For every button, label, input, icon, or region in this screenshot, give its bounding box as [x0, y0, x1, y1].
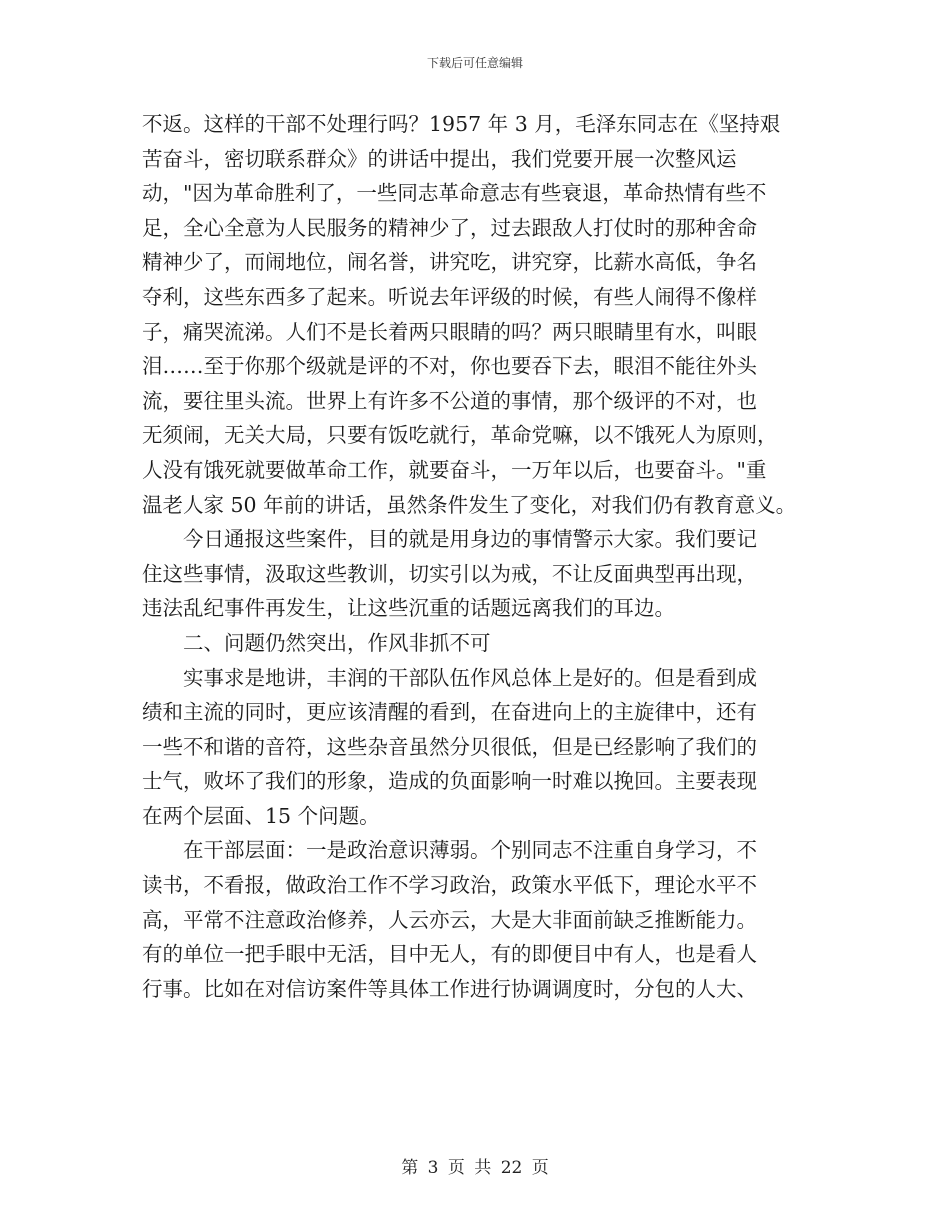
text-line: 有的单位一把手眼中无活，目中无人，有的即便目中有人，也是看人	[142, 942, 757, 967]
text-line: 士气，败坏了我们的形象，造成的负面影响一时难以挽回。主要表现	[142, 769, 757, 794]
text-line: 流，要往里头流。世界上有许多不公道的事情，那个级评的不对，也	[142, 388, 757, 413]
text-line: 不返。这样的干部不处理行吗？1957 年 3 月，毛泽东同志在《坚持艰	[142, 112, 781, 136]
text-line: 违法乱纪事件再发生，让这些沉重的话题远离我们的耳边。	[142, 596, 675, 621]
text-line: 无须闹，无关大局，只要有饭吃就行，革命党嘛，以不饿死人为原则，	[142, 423, 778, 448]
text-line: 足，全心全意为人民服务的精神少了，过去跟敌人打仗时的那种舍命	[142, 215, 757, 240]
text-line: 高，平常不注意政治修养，人云亦云，大是大非面前缺乏推断能力。	[142, 907, 757, 932]
page-footer: 第 3 页 共 22 页	[401, 1158, 549, 1178]
text-line: 在两个层面、15 个问题。	[142, 803, 380, 828]
page-header: 下载后可任意编辑	[426, 56, 523, 70]
text-line: 温老人家 50 年前的讲话，虽然条件发生了变化，对我们仍有教育意义。	[142, 492, 797, 517]
section-heading: 二、问题仍然突出，作风非抓不可	[142, 630, 491, 655]
body-text	[142, 107, 822, 1006]
text-line: 动，"因为革命胜利了，一些同志革命意志有些衰退，革命热情有些不	[142, 181, 767, 206]
text-line: 读书，不看报，做政治工作不学习政治，政策水平低下，理论水平不	[142, 873, 757, 898]
text-line: 实事求是地讲，丰润的干部队伍作风总体上是好的。但是看到成	[142, 665, 757, 690]
text-line: 苦奋斗，密切联系群众》的讲话中提出，我们党要开展一次整风运	[142, 146, 737, 171]
text-line: 夺利，这些东西多了起来。听说去年评级的时候，有些人闹得不像样	[142, 284, 757, 309]
text-line: 在干部层面：一是政治意识薄弱。个别同志不注重自身学习，不	[142, 838, 757, 863]
text-line: 绩和主流的同时，更应该清醒的看到，在奋进向上的主旋律中，还有	[142, 700, 757, 725]
text-line: 行事。比如在对信访案件等具体工作进行协调调度时，分包的人大、	[142, 976, 757, 1001]
text-line: 子，痛哭流涕。人们不是长着两只眼睛的吗？两只眼睛里有水，叫眼	[142, 319, 757, 344]
text-line: 泪……至于你那个级就是评的不对，你也要吞下去，眼泪不能往外头	[142, 354, 757, 379]
text-line: 人没有饿死就要做革命工作，就要奋斗，一万年以后，也要奋斗。"重	[142, 457, 767, 482]
text-line: 精神少了，而闹地位，闹名誉，讲究吃，讲究穿，比薪水高低，争名	[142, 250, 757, 275]
text-line: 住这些事情，汲取这些教训，切实引以为戒，不让反面典型再出现，	[142, 561, 757, 586]
text-line: 一些不和谐的音符，这些杂音虽然分贝很低，但是已经影响了我们的	[142, 734, 757, 759]
text-line: 今日通报这些案件，目的就是用身边的事情警示大家。我们要记	[142, 527, 757, 552]
